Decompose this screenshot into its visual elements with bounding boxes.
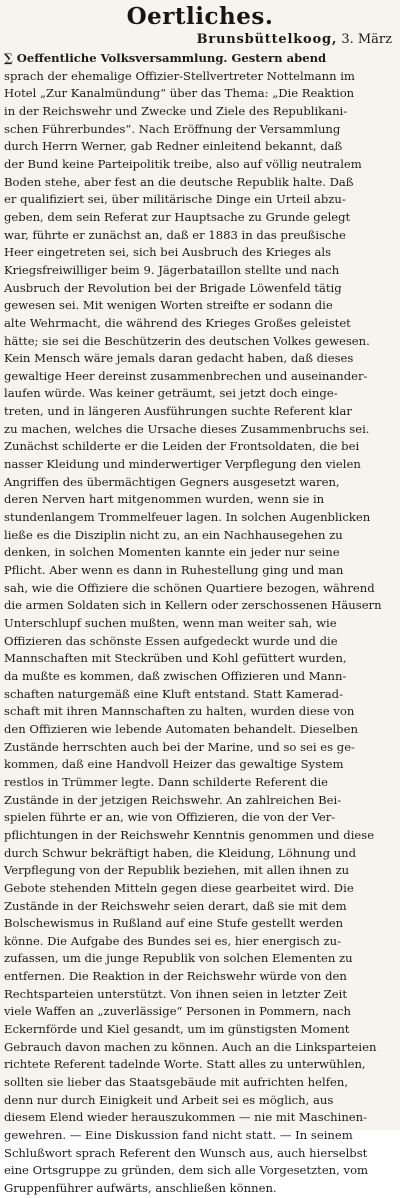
article-line: den Offizieren wie lebende Automaten behandelt. Dieselben bbox=[4, 721, 358, 736]
article-line: sah, wie die Offiziere die schönen Quartiere bezogen, während bbox=[4, 580, 375, 595]
article-line: die armen Soldaten sich in Kellern oder zerschossenen Häusern bbox=[4, 598, 382, 613]
article-line: Schlußwort sprach Referent den Wunsch aus, auch hierselbst bbox=[4, 1145, 368, 1160]
article-line: Mannschaften mit Steckrüben und Kohl gefüttert wurden, bbox=[4, 651, 347, 666]
article-line: kommen, daß eine Handvoll Heizer das gewaltige System bbox=[4, 757, 344, 772]
article-line: könne. Die Aufgabe des Bundes sei es, hier energisch zu- bbox=[4, 933, 342, 948]
article-line: restlos in Trümmer legte. Dann schilderte Referent die bbox=[4, 774, 329, 789]
article-line: nasser Kleidung und minderwertiger Verpflegung den vielen bbox=[4, 457, 361, 472]
article-line: schaft mit ihren Mannschaften zu halten, wurden diese von bbox=[4, 704, 355, 719]
article-line: Pflicht. Aber wenn es dann in Ruhestellung ging und man bbox=[4, 563, 344, 578]
article-line: ∑ Oeffentliche Volksversammlung. Gestern abend bbox=[4, 51, 327, 65]
article-line: geben, dem sein Referat zur Hauptsache zu Grunde gelegt bbox=[4, 209, 351, 224]
article-line: zu machen, welches die Ursache dieses Zusammenbruchs sei. bbox=[4, 421, 370, 436]
article-line: Ausbruch der Revolution bei der Brigade Löwenfeld tätig bbox=[4, 280, 342, 295]
article-line: in der Reichswehr und Zwecke und Ziele des Republikani- bbox=[4, 103, 348, 118]
article-line: Unterschlupf suchen mußten, wenn man weiter sah, wie bbox=[4, 616, 337, 630]
article-line: gewesen sei. Mit wenigen Worten streifte er sodann die bbox=[4, 298, 333, 313]
article-line: durch Schwur bekräftigt haben, die Kleidung, Löhnung und bbox=[4, 845, 357, 860]
article-line: Bolschewismus in Rußland auf eine Stufe gestellt werden bbox=[4, 916, 344, 931]
article-line: denn nur durch Einigkeit und Arbeit sei es möglich, aus bbox=[4, 1092, 334, 1107]
article-line: Angriffen des übermächtigen Gegners ausgesetzt waren, bbox=[4, 474, 340, 489]
article-line: deren Nerven hart mitgenommen wurden, wenn sie in bbox=[4, 492, 325, 507]
article-line: stundenlangem Trommelfeuer lagen. In solchen Augenblicken bbox=[4, 510, 371, 525]
article-line: spielen führte er an, wie von Offizieren, die von der Ver- bbox=[4, 810, 336, 825]
article-line: ließe es die Disziplin nicht zu, an ein Nachhausegehen zu bbox=[4, 527, 343, 542]
article-line: hätte; sie sei die Beschützerin des deutschen Volkes gewesen. bbox=[4, 333, 370, 348]
article-line: viele Waffen an „zuverlässige“ Personen in Pommern, nach bbox=[4, 1004, 351, 1019]
article-line: schen Führerbundes“. Nach Eröffnung der Versammlung bbox=[4, 121, 341, 136]
article-line: Zustände in der jetzigen Reichswehr. An zahlreichen Bei- bbox=[4, 792, 342, 807]
article-line: richtete Referent tadelnde Worte. Statt alles zu unterwühlen, bbox=[4, 1057, 366, 1072]
article-line: zufassen, um die junge Republik von solchen Elementen zu bbox=[4, 951, 353, 966]
section-title: Oertliches. bbox=[126, 3, 274, 30]
article-line: er qualifiziert sei, über militärische Dinge ein Urteil abzu- bbox=[4, 192, 346, 207]
article-line: Gruppenführer aufwärts, anschließen können. bbox=[4, 1181, 277, 1195]
article-line: Gebrauch davon machen zu können. Auch an die Linksparteien bbox=[4, 1039, 377, 1054]
article-line: durch Herrn Werner, gab Redner einleitend bekannt, daß bbox=[4, 139, 343, 154]
article-line: entfernen. Die Reaktion in der Reichswehr würde von den bbox=[4, 969, 347, 984]
article-line: gewaltige Heer dereinst zusammenbrechen und auseinander- bbox=[4, 368, 368, 383]
article-line: treten, und in längeren Ausführungen suchte Referent klar bbox=[4, 404, 352, 419]
article-line: da mußte es kommen, daß zwischen Offizieren und Mann- bbox=[4, 668, 347, 683]
article-line: der Bund keine Parteipolitik treibe, also auf völlig neutralem bbox=[4, 156, 362, 171]
article-line: Verpflegung von der Republik beziehen, mit allen ihnen zu bbox=[4, 863, 350, 878]
article-line: Heer eingetreten sei, sich bei Ausbruch des Krieges als bbox=[4, 245, 332, 260]
article-line: Hotel „Zur Kanalmündung“ über das Thema: „Die Reaktion bbox=[4, 86, 355, 101]
article-line: Gebote stehenden Mitteln gegen diese gearbeitet wird. Die bbox=[4, 880, 354, 895]
article-body bbox=[4, 50, 396, 1198]
article-line: diesem Elend wieder herauszukommen — nie mit Maschinen- bbox=[4, 1110, 368, 1125]
article-line: war, führte er zunächst an, daß er 1883 in das preußische bbox=[4, 227, 346, 242]
article-line: Kriegsfreiwilliger beim 9. Jägerbataillon stellte und nach bbox=[4, 262, 340, 277]
article-line: denken, in solchen Momenten kannte ein jeder nur seine bbox=[4, 545, 340, 560]
dateline-place: Brunsbüttelkoog, bbox=[196, 32, 338, 47]
article-line: alte Wehrmacht, die während des Krieges Großes geleistet bbox=[4, 315, 351, 330]
dateline bbox=[197, 31, 392, 49]
article-line: Rechtsparteien unterstützt. Von ihnen seien in letzter Zeit bbox=[4, 986, 348, 1001]
article-line: sprach der ehemalige Offizier-Stellvertreter Nottelmann im bbox=[4, 68, 355, 83]
article-line: Zustände herrschten auch bei der Marine, und so sei es ge- bbox=[4, 739, 355, 754]
article-line: sollten sie lieber das Staatsgebäude mit aufrichten helfen, bbox=[4, 1075, 349, 1090]
article-line: Kein Mensch wäre jemals daran gedacht haben, daß dieses bbox=[4, 351, 354, 366]
article-line: Zustände in der Reichswehr seien derart, daß sie mit dem bbox=[4, 898, 347, 913]
dateline-date: 3. März bbox=[341, 32, 392, 47]
article-line: Zunächst schilderte er die Leiden der Frontsoldaten, die bei bbox=[4, 439, 360, 454]
article-line: Offizieren das schönste Essen aufgedeckt wurde und die bbox=[4, 633, 338, 648]
article-line: Boden stehe, aber fest an die deutsche Republik halte. Daß bbox=[4, 174, 354, 189]
article-line: gewehren. — Eine Diskussion fand nicht statt. — In seinem bbox=[4, 1128, 353, 1143]
article-line: schaften naturgemäß eine Kluft entstand. Statt Kamerad- bbox=[4, 686, 344, 701]
article-line: Eckernförde und Kiel gesandt, um im günstigsten Moment bbox=[4, 1022, 350, 1037]
article-line: eine Ortsgruppe zu gründen, dem sich alle Vorgesetzten, vom bbox=[4, 1163, 369, 1178]
article-line: pflichtungen in der Reichswehr Kenntnis genommen und diese bbox=[4, 827, 375, 842]
article-line: laufen würde. Was keiner geträumt, sei jetzt doch einge- bbox=[4, 386, 338, 401]
